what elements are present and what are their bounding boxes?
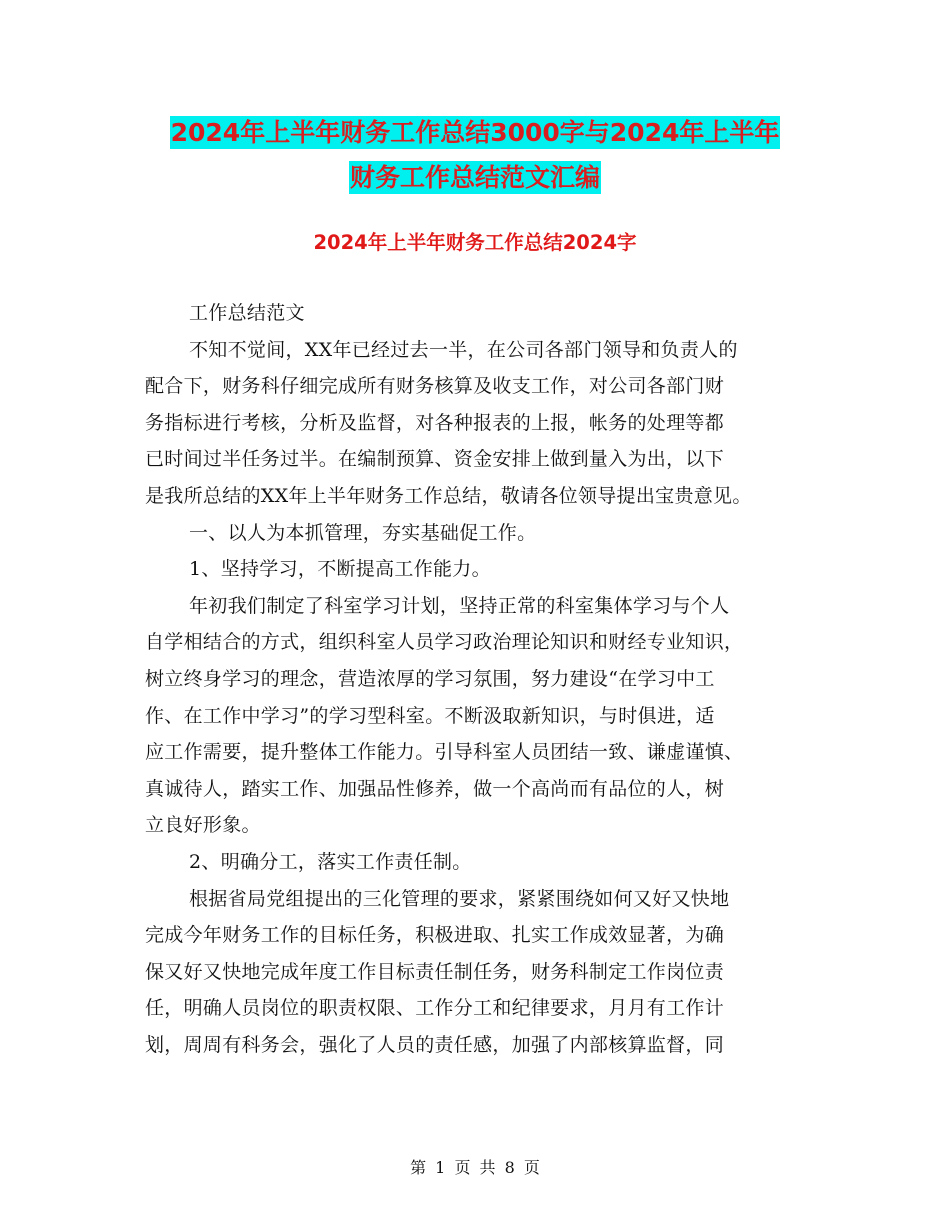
- paragraph-line: 任，明确人员岗位的职责权限、工作分工和纪律要求，月月有工作计: [145, 997, 725, 1020]
- section-title: 2024年上半年财务工作总结2024字: [313, 231, 637, 254]
- paragraph-line: 完成今年财务工作的目标任务，积极进取、扎实工作成效显著，为确: [145, 924, 725, 947]
- paragraph-line: 1、坚持学习，不断提高工作能力。: [189, 558, 491, 581]
- paragraph-line: 根据省局党组提出的三化管理的要求，紧紧围绕如何又好又快地: [189, 887, 730, 910]
- main-title-line-2-text: 财务工作总结范文汇编: [349, 163, 600, 192]
- main-title-line-1-text: 2024年上半年财务工作总结3000字与2024年上半年: [170, 118, 780, 147]
- paragraph-line: 是我所总结的XX年上半年财务工作总结，敬请各位领导提出宝贵意见。: [145, 484, 752, 507]
- paragraph-line: 已时间过半任务过半。在编制预算、资金安排上做到量入为出，以下: [145, 448, 725, 471]
- paragraph-line: 作、在工作中学习”的学习型科室。不断汲取新知识，与时俱进，适: [145, 704, 715, 727]
- paragraph-line: 自学相结合的方式，组织科室人员学习政治理论知识和财经专业知识，: [145, 631, 744, 654]
- paragraph-line: 务指标进行考核，分析及监督，对各种报表的上报，帐务的处理等都: [145, 411, 725, 434]
- main-title-line-1: [0, 113, 950, 149]
- paragraph-line: 不知不觉间，XX年已经过去一半，在公司各部门领导和负责人的: [189, 338, 738, 361]
- paragraph-line: 真诚待人，踏实工作、加强品性修养，做一个高尚而有品位的人，树: [145, 777, 725, 800]
- paragraph-line: 年初我们制定了科室学习计划，坚持正常的科室集体学习与个人: [189, 594, 730, 617]
- page-footer: 第 1 页 共 8 页: [410, 1158, 540, 1177]
- paragraph-line: 一、以人为本抓管理，夯实基础促工作。: [189, 521, 537, 544]
- body-text: [145, 295, 825, 1063]
- paragraph-line: 划，周周有科务会，强化了人员的责任感，加强了内部核算监督，同: [145, 1033, 725, 1056]
- paragraph-line: 工作总结范文: [189, 302, 305, 324]
- paragraph-line: 树立终身学习的理念，营造浓厚的学习氛围，努力建设“在学习中工: [145, 667, 715, 690]
- paragraph-line: 2、明确分工，落实工作责任制。: [189, 850, 472, 873]
- paragraph-line: 配合下，财务科仔细完成所有财务核算及收支工作，对公司各部门财: [145, 375, 725, 398]
- paragraph-line: 立良好形象。: [145, 814, 261, 837]
- main-title-line-2: [0, 158, 950, 194]
- paragraph-line: 保又好又快地完成年度工作目标责任制任务，财务科制定工作岗位责: [145, 960, 725, 983]
- paragraph-line: 应工作需要，提升整体工作能力。引导科室人员团结一致、谦虚谨慎、: [145, 741, 744, 764]
